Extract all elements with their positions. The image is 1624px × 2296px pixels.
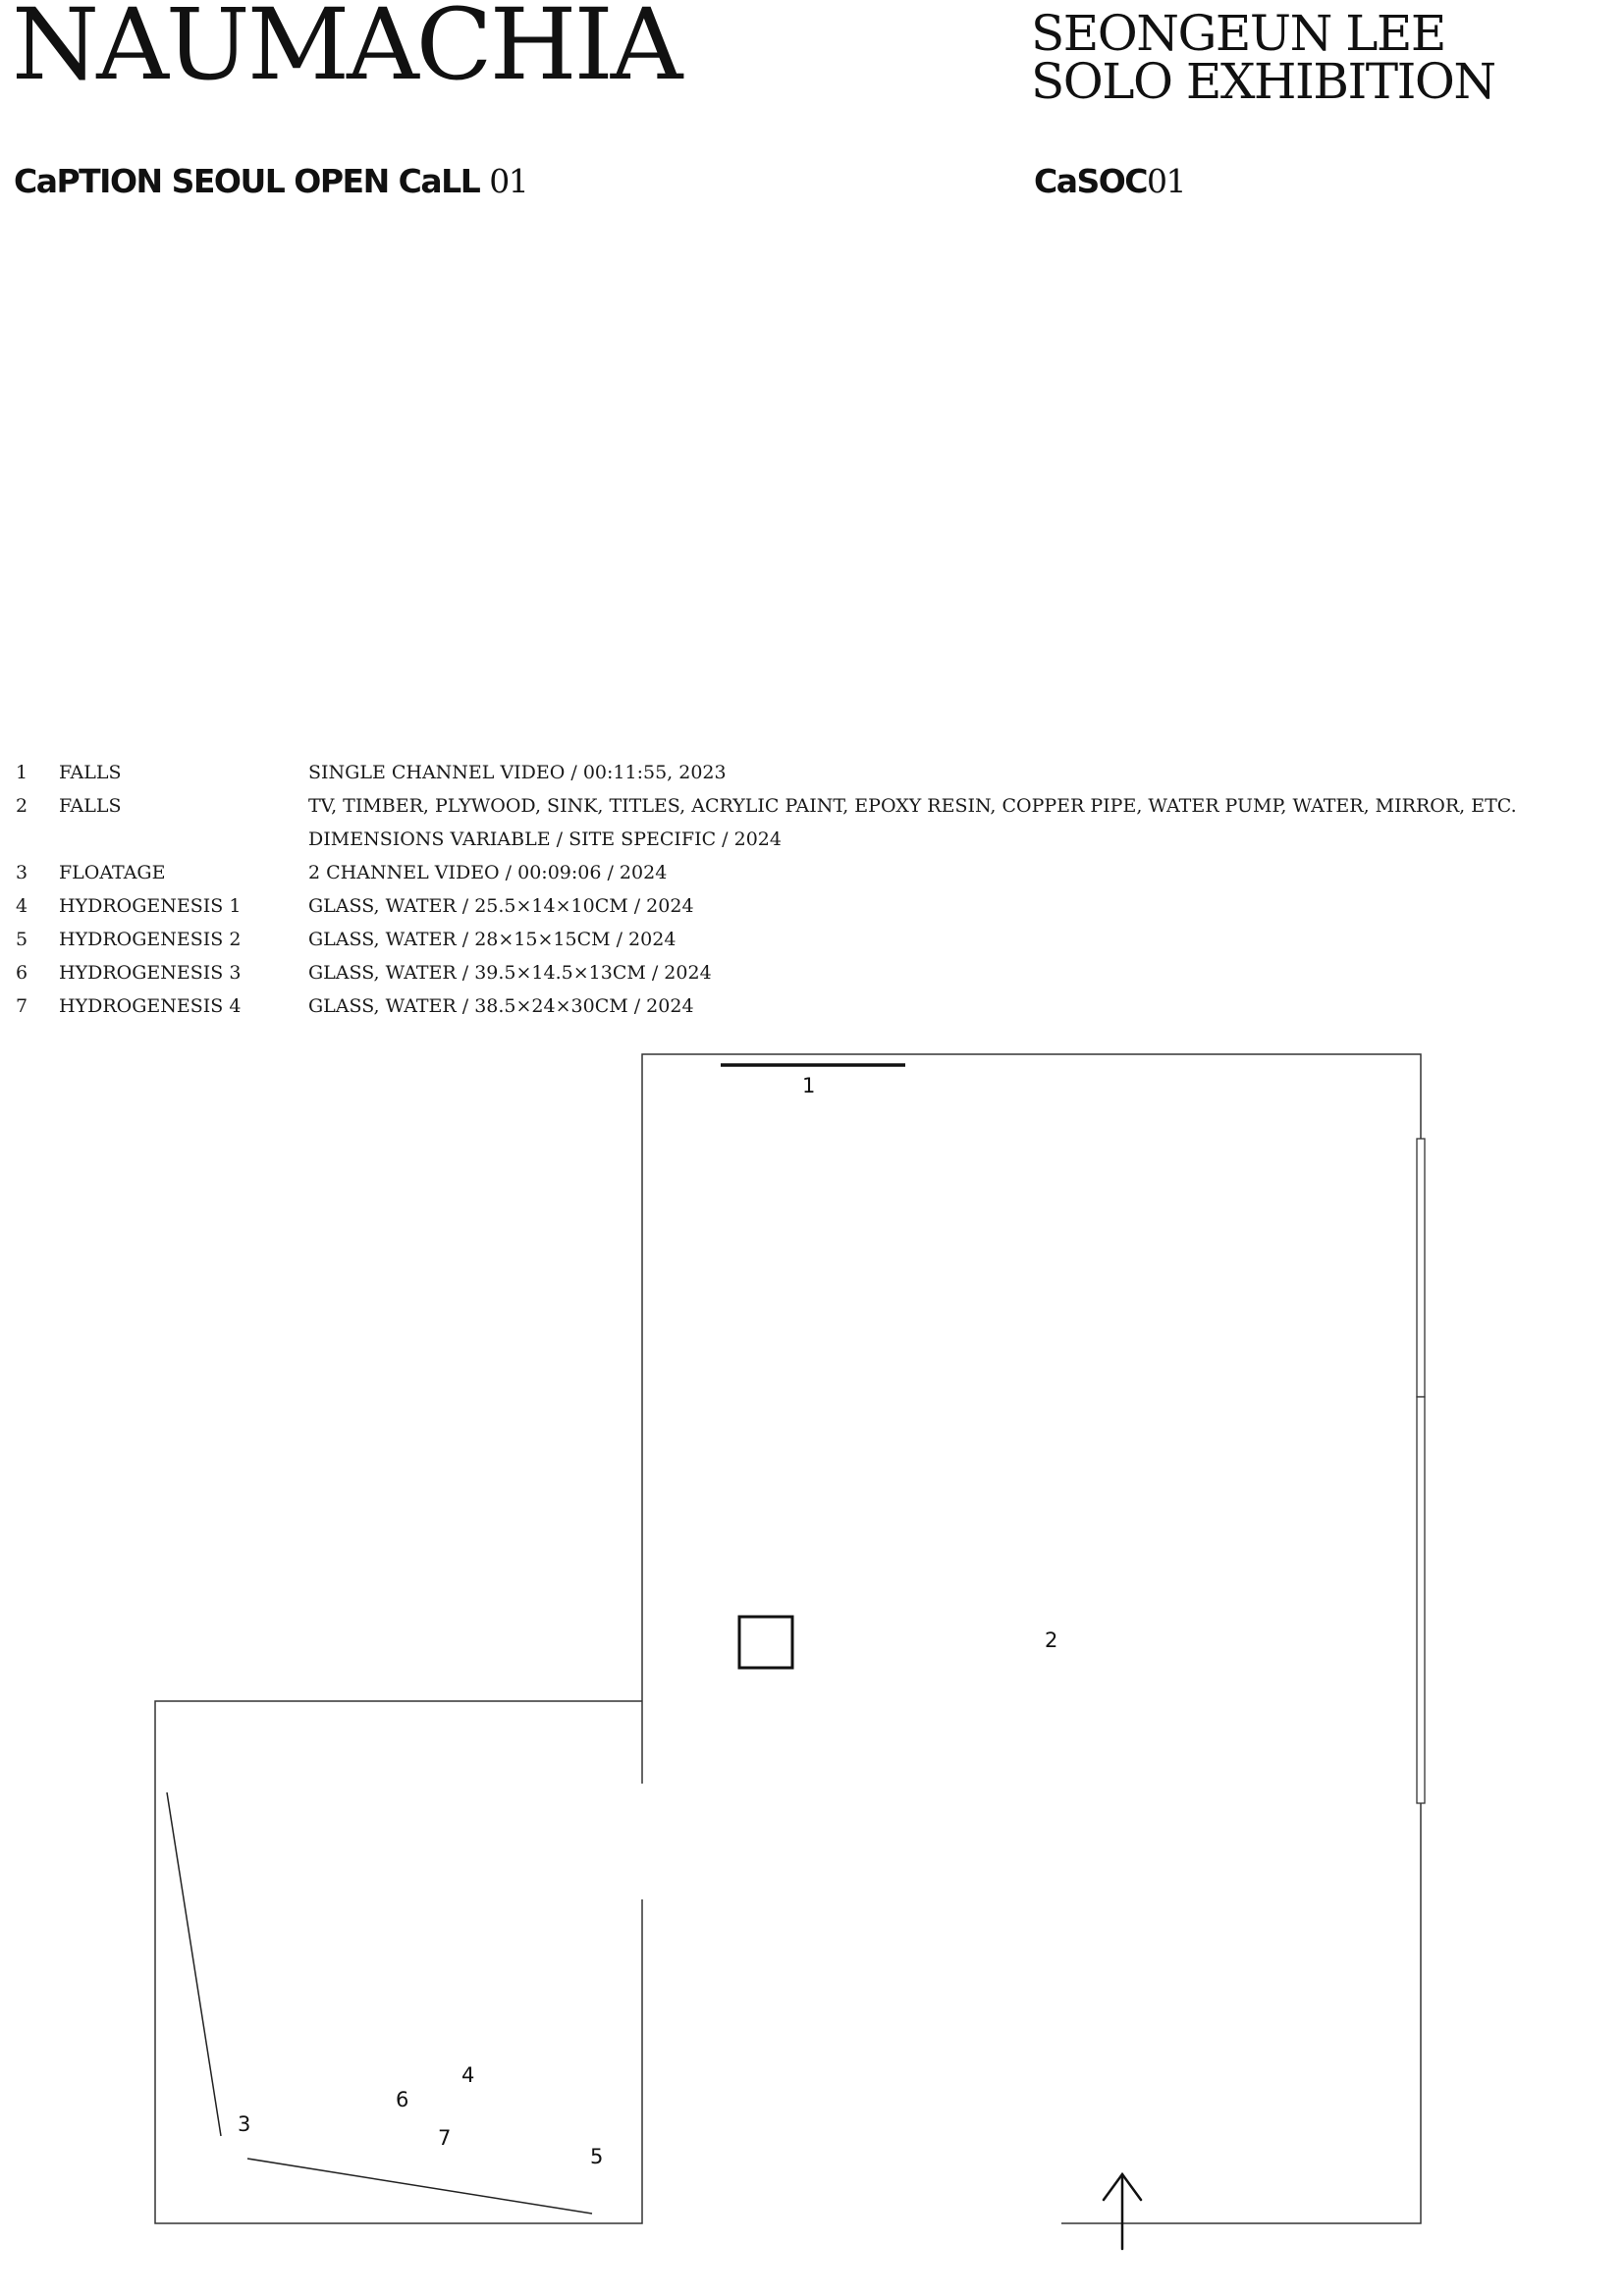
work-title: HYDROGENESIS 1 bbox=[59, 895, 242, 917]
work-number: 1 bbox=[16, 762, 28, 783]
work-detail-line: SINGLE CHANNEL VIDEO / 00:11:55, 2023 bbox=[308, 762, 727, 783]
series-code-text: CaSOC bbox=[1034, 162, 1148, 200]
work-title: HYDROGENESIS 2 bbox=[59, 929, 242, 950]
exhibition-title: NAUMACHIA bbox=[12, 0, 680, 102]
work-number: 3 bbox=[16, 862, 28, 883]
plan-marker-3: 3 bbox=[238, 2112, 251, 2136]
work-title: HYDROGENESIS 3 bbox=[59, 962, 242, 984]
window-strip bbox=[1417, 1139, 1425, 1803]
main-hall-walls bbox=[155, 1054, 1421, 2223]
work-detail-line: GLASS, WATER / 38.5×24×30CM / 2024 bbox=[308, 995, 694, 1017]
work-detail-line: 2 CHANNEL VIDEO / 00:09:06 / 2024 bbox=[308, 862, 668, 883]
work-number: 2 bbox=[16, 795, 28, 817]
work-detail-line: GLASS, WATER / 25.5×14×10CM / 2024 bbox=[308, 895, 694, 917]
work-detail-line: GLASS, WATER / 28×15×15CM / 2024 bbox=[308, 929, 677, 950]
plan-marker-6: 6 bbox=[396, 2088, 409, 2111]
work-detail-line: TV, TIMBER, PLYWOOD, SINK, TITLES, ACRYLIC PAINT, EPOXY RESIN, COPPER PIPE, WATER PUMP, WATER, MIRROR, ETC. bbox=[308, 795, 1517, 817]
work-number: 7 bbox=[16, 995, 28, 1017]
work-title: FALLS bbox=[59, 762, 122, 783]
work-number: 4 bbox=[16, 895, 28, 917]
plan-marker-1: 1 bbox=[802, 1074, 816, 1097]
series-code-number: 01 bbox=[1147, 162, 1186, 200]
work-2-box bbox=[739, 1617, 792, 1668]
plan-marker-2: 2 bbox=[1045, 1629, 1058, 1652]
work-title: FALLS bbox=[59, 795, 122, 817]
work-detail-line: DIMENSIONS VARIABLE / SITE SPECIFIC / 2024 bbox=[308, 828, 782, 850]
work-number: 6 bbox=[16, 962, 28, 984]
plan-marker-7: 7 bbox=[438, 2126, 452, 2150]
plan-marker-5: 5 bbox=[590, 2145, 604, 2168]
work-3-line-left bbox=[167, 1792, 221, 2136]
work-3-line-bottom bbox=[247, 2159, 592, 2214]
series-name-text: CaPTION SEOUL OPEN CaLL bbox=[14, 162, 480, 200]
series-number: 01 bbox=[489, 162, 528, 200]
up-arrow-icon bbox=[1104, 2174, 1141, 2249]
plan-marker-4: 4 bbox=[461, 2063, 475, 2087]
work-detail-line: GLASS, WATER / 39.5×14.5×13CM / 2024 bbox=[308, 962, 712, 984]
work-title: FLOATAGE bbox=[59, 862, 166, 883]
exhibition-type: SOLO EXHIBITION bbox=[1031, 53, 1495, 110]
work-title: HYDROGENESIS 4 bbox=[59, 995, 242, 1017]
work-number: 5 bbox=[16, 929, 28, 950]
artist-name: SEONGEUN LEE bbox=[1031, 5, 1445, 62]
